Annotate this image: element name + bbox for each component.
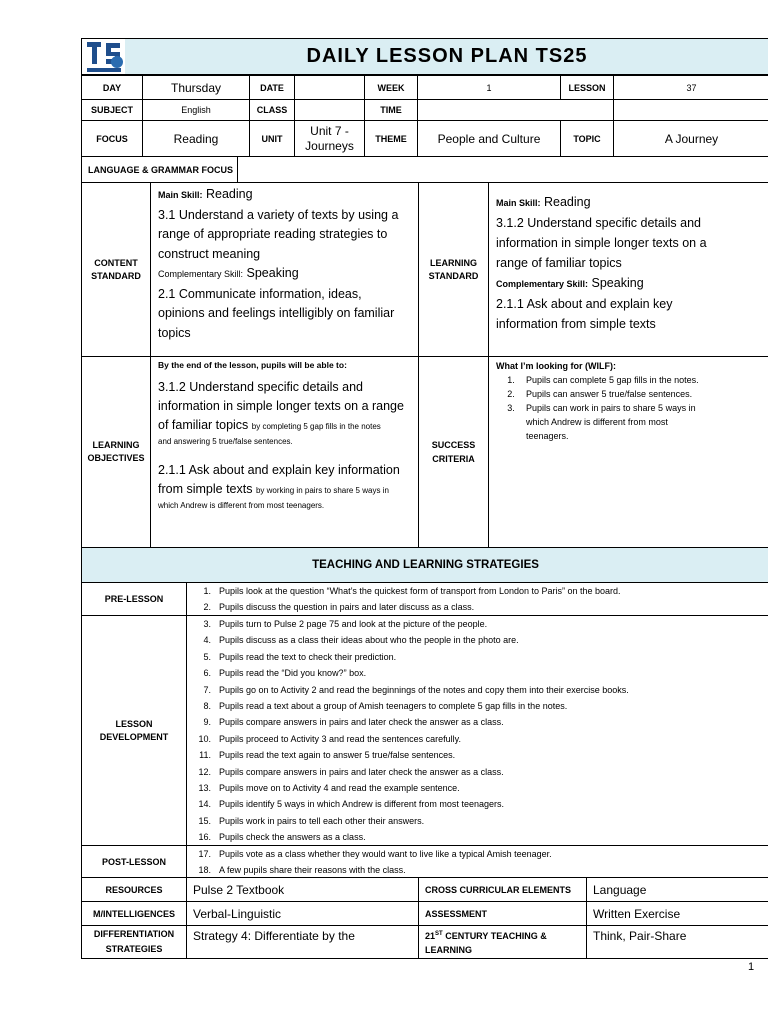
step-number: 6. [203,668,211,679]
step-number: 13. [198,783,211,794]
century-label-rest: CENTURY TEACHING & [442,931,547,941]
step-text: Pupils compare answers in pairs and later check the answer as a class. [219,717,504,728]
focus-value: Reading [142,120,250,157]
objective-2-line-2: from simple texts [158,482,253,496]
step-number: 5. [203,651,211,662]
century-label-line-2: LEARNING [425,945,472,955]
topic-value: A Journey [613,120,768,157]
theme-label: THEME [364,120,418,157]
step-number: 1. [203,586,211,596]
ls-main-line-1: 3.1.2 Understand specific details and [496,216,701,230]
grammar-focus-value [237,156,768,183]
success-criteria-body [488,356,768,548]
content-standard-label [81,182,151,357]
ts25-logo [84,40,124,74]
date-value [294,75,365,100]
step-text: Pupils discuss the question in pairs and later discuss as a class. [219,602,475,613]
step-number: 17. [198,849,211,859]
lesson-development-label-2: DEVELOPMENT [99,731,169,742]
learning-standard-body [488,182,768,357]
step-item [187,632,629,648]
assessment-value: Written Exercise [586,901,768,926]
lesson-development-label-1: LESSON [115,718,153,729]
step-text: Pupils compare answers in pairs and later check the answer as a class. [219,766,504,777]
theme-value: People and Culture [417,120,561,157]
objective-1-line-3: of familiar topics [158,418,249,432]
learning-objectives-label [81,356,151,548]
subject-label: SUBJECT [81,99,143,121]
pre-lesson-label: PRE-LESSON [81,582,187,616]
criteria-text: Pupils can answer 5 true/false sentences. [526,389,693,399]
step-number: 8. [203,701,211,712]
criteria-text: Pupils can complete 5 gap fills in the notes. [526,375,699,385]
criteria-text: Pupils can work in pairs to share 5 ways in [526,403,696,413]
step-item [187,583,621,599]
criteria-number: 3. [507,403,515,413]
criteria-item [496,401,699,415]
criteria-number: 1. [507,375,515,385]
logo-icon [84,40,124,74]
focus-label: FOCUS [81,120,143,157]
century-number: 21 [425,931,436,941]
content-standard-label-2: STANDARD [91,270,141,281]
learning-standard-label-2: STANDARD [428,270,479,281]
assessment-label: ASSESSMENT [418,901,587,926]
post-lesson-steps [187,846,552,878]
step-number: 18. [198,865,211,876]
differentiation-value: Strategy 4: Differentiate by the [186,925,419,959]
lesson-development-steps [187,616,629,846]
objective-1-detail-b: and answering 5 true/false sentences. [158,437,293,446]
differentiation-label [81,925,187,959]
step-number: 10. [198,733,211,744]
century-learning-label [418,925,587,959]
step-item [187,665,629,681]
step-item [187,682,629,698]
step-item [187,714,629,730]
step-text: Pupils read the text again to answer 5 true/false sentences. [219,750,456,761]
day-label: DAY [81,75,143,100]
day-value: Thursday [142,75,250,100]
ls-main-skill-label: Main Skill: [496,198,541,208]
lesson-value: 37 [613,75,768,100]
step-item [187,599,621,615]
step-text: A few pupils share their reasons with the class. [219,865,406,876]
success-criteria-label-1: SUCCESS [431,440,476,450]
time-value [417,99,614,121]
step-item [187,698,629,714]
ls-comp-line-2: information from simple texts [496,317,656,331]
step-text: Pupils look at the question “What’s the quickest form of transport from London to Paris” on the board. [219,586,621,596]
step-text: Pupils go on to Activity 2 and read the beginnings of the notes and copy them into their exercise books. [219,684,629,695]
century-learning-value: Think, Pair-Share [586,925,768,959]
step-number: 16. [198,832,211,843]
learning-objectives-body [150,356,419,548]
cross-curricular-value: Language [586,877,768,902]
objective-1-detail-a: by completing 5 gap fills in the notes [251,422,381,431]
step-text: Pupils read the text to check their prediction. [219,651,397,662]
cs-main-line-2: range of appropriate reading strategies to [158,227,388,241]
step-item [187,813,629,829]
unit-value [294,120,365,157]
cs-main-line-1: 3.1 Understand a variety of texts by using a [158,207,399,222]
post-lesson-label: POST-LESSON [81,845,187,878]
blank-cell [613,99,768,121]
week-value: 1 [417,75,561,100]
ls-comp-skill: Speaking [591,276,644,290]
step-text: Pupils read the “Did you know?” box. [219,668,367,679]
document-title: DAILY LESSON PLAN TS25 [306,45,588,67]
learning-standard-label-1: LEARNING [430,257,477,268]
step-number: 7. [203,684,211,695]
cs-main-skill: Reading [206,187,253,201]
century-suffix: ST [435,931,443,937]
objective-2-line-1: 2.1.1 Ask about and explain key information [158,463,400,477]
unit-label: UNIT [249,120,295,157]
ls-main-line-3: range of familiar topics [496,256,622,270]
step-number: 12. [198,766,211,777]
step-number: 14. [198,799,211,810]
topic-label: TOPIC [560,120,614,157]
ls-main-line-2: information in simple longer texts on a [496,236,707,250]
pre-lesson-body [186,582,768,616]
objectives-intro: By the end of the lesson, pupils will be able to: [158,360,347,370]
post-lesson-body [186,845,768,878]
wilf-intro: What I’m looking for (WILF): [496,361,616,371]
step-text: Pupils read a text about a group of Amish teenagers to complete 5 gap fills in the notes. [219,701,568,712]
time-label: TIME [364,99,418,121]
criteria-item [496,373,699,387]
step-number: 3. [203,619,211,629]
ls-main-skill: Reading [544,195,591,209]
success-criteria-label [418,356,489,548]
step-number: 11. [199,750,211,761]
step-item [187,780,629,796]
unit-line-1: Unit 7 - [310,123,349,138]
content-standard-label-1: CONTENT [94,257,138,268]
ls-comp-line-1: 2.1.1 Ask about and explain key [496,297,673,311]
step-item [187,764,629,780]
step-item [187,796,629,812]
step-item [187,731,629,747]
resources-label: RESOURCES [81,877,187,902]
step-text: Pupils vote as a class whether they would want to live like a typical Amish teenager. [219,849,552,859]
criteria-number: 2. [507,389,515,399]
cross-curricular-label: CROSS CURRICULAR ELEMENTS [418,877,587,902]
step-item [187,747,629,763]
step-text: Pupils work in pairs to tell each other their answers. [219,815,425,826]
criteria-text-cont: teenagers. [526,431,569,441]
step-item [187,862,552,878]
step-text: Pupils proceed to Activity 3 and read the sentences carefully. [219,733,461,744]
step-number: 9. [203,717,211,728]
step-number: 4. [203,635,211,646]
success-criteria-label-2: CRITERIA [432,454,475,464]
document-title-cell [125,38,768,75]
week-label: WEEK [364,75,418,100]
criteria-item [496,387,699,401]
criteria-text-cont: which Andrew is different from most [526,417,668,427]
step-number: 2. [203,602,211,613]
subject-value: English [142,99,250,121]
intelligences-label: M/INTELLIGENCES [81,901,187,926]
page-number: 1 [748,961,755,973]
strategies-banner [81,547,768,583]
grammar-focus-label: LANGUAGE & GRAMMAR FOCUS [81,156,238,183]
step-number: 15. [198,815,211,826]
date-label: DATE [249,75,295,100]
step-item [187,616,629,632]
step-text: Pupils turn to Pulse 2 page 75 and look at the picture of the people. [219,619,488,629]
cs-comp-skill: Speaking [246,266,299,280]
lesson-development-label [81,615,187,846]
class-label: CLASS [249,99,295,121]
learning-standard-label [418,182,489,357]
cs-main-line-3: construct meaning [158,246,261,261]
cs-main-skill-label: Main Skill: [158,190,203,200]
class-value [294,99,365,121]
step-text: Pupils identify 5 ways in which Andrew is different from most teenagers. [219,799,504,810]
intelligences-value: Verbal-Linguistic [186,901,419,926]
learning-objectives-label-2: OBJECTIVES [87,453,145,463]
step-item [187,846,552,862]
lesson-development-body [186,615,768,846]
objective-2-detail-a: by working in pairs to share 5 ways in [255,486,389,495]
step-text: Pupils move on to Activity 4 and read the example sentence. [219,783,460,794]
strategies-title: TEACHING AND LEARNING STRATEGIES [312,559,539,571]
content-standard-body [150,182,419,357]
lesson-label: LESSON [560,75,614,100]
cs-comp-line-3: topics [158,325,191,340]
ls-comp-skill-label: Complementary Skill: [496,279,589,289]
unit-line-2: Journeys [305,138,354,153]
objective-1-line-2: information in simple longer texts on a range [158,399,404,413]
cs-comp-line-1: 2.1 Communicate information, ideas, [158,286,362,301]
step-text: Pupils discuss as a class their ideas about who the people in the photo are. [219,635,519,646]
pre-lesson-steps [187,583,621,616]
differentiation-label-2: STRATEGIES [105,944,163,954]
step-item [187,829,629,845]
resources-value: Pulse 2 Textbook [186,877,419,902]
learning-objectives-label-1: LEARNING [92,440,140,450]
objective-2-detail-b: which Andrew is different from most teenagers. [158,501,325,510]
differentiation-label-1: DIFFERENTIATION [93,929,175,939]
objective-1-line-1: 3.1.2 Understand specific details and [158,380,363,394]
step-item [187,649,629,665]
step-text: Pupils check the answers as a class. [219,832,366,843]
cs-comp-skill-label: Complementary Skill: [158,269,244,279]
cs-comp-line-2: opinions and feelings intelligibly on familiar [158,306,395,320]
